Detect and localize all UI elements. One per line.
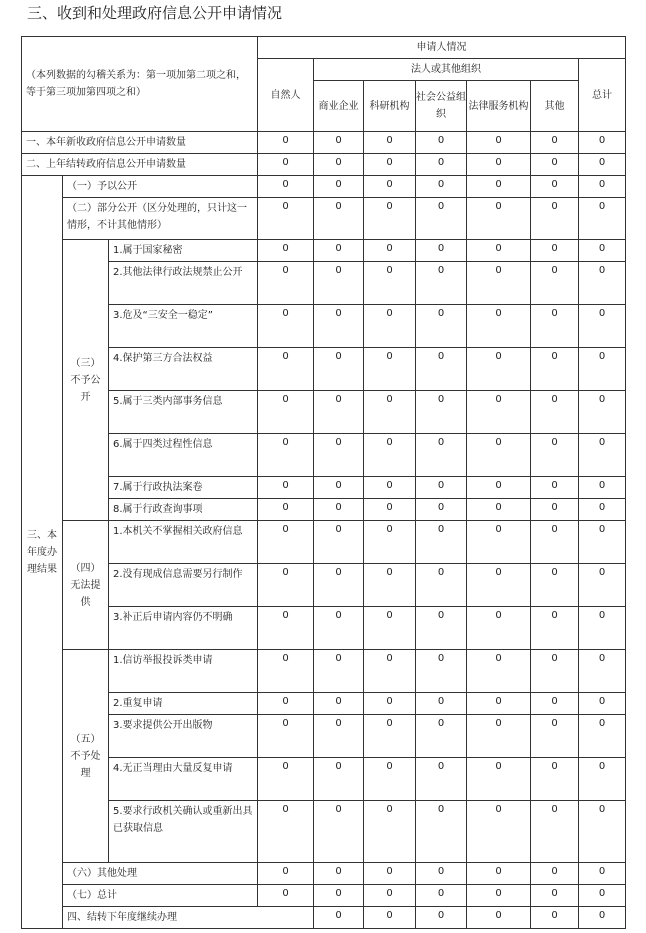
cell: 0	[364, 499, 416, 521]
cell: 0	[467, 564, 531, 607]
category-label-row3: 三、本年度办理结果	[22, 176, 63, 929]
cell: 0	[467, 305, 531, 348]
cell: 0	[364, 348, 416, 391]
cell: 0	[416, 262, 467, 305]
cell: 0	[258, 262, 314, 305]
row-label: 3.危及“三安全一稳定”	[109, 305, 258, 348]
cell: 0	[416, 477, 467, 499]
cell: 0	[531, 801, 579, 863]
cell: 0	[467, 607, 531, 650]
cell: 0	[416, 693, 467, 715]
cell: 0	[531, 305, 579, 348]
cell: 0	[314, 434, 364, 477]
row-label: 1.本机关不掌握相关政府信息	[109, 521, 258, 564]
cell: 0	[531, 521, 579, 564]
table-row	[22, 693, 626, 715]
cell: 0	[314, 650, 364, 693]
cell: 0	[579, 391, 626, 434]
cell: 0	[258, 650, 314, 693]
cell: 0	[364, 907, 416, 929]
cell: 0	[416, 907, 467, 929]
cell: 0	[531, 240, 579, 262]
cell: 0	[314, 198, 364, 240]
cell: 0	[364, 477, 416, 499]
cell: 0	[416, 132, 467, 154]
cell: 0	[579, 715, 626, 758]
cell: 0	[416, 607, 467, 650]
cell: 0	[258, 885, 314, 907]
table-row	[22, 240, 626, 262]
row-label: 2.重复申请	[109, 693, 258, 715]
cell: 0	[314, 348, 364, 391]
header-natural-person: 自然人	[258, 59, 314, 132]
cell: 0	[314, 758, 364, 801]
cell: 0	[258, 863, 314, 885]
cell: 0	[364, 650, 416, 693]
cell: 0	[416, 305, 467, 348]
cell: 0	[364, 154, 416, 176]
cell: 0	[579, 176, 626, 198]
cell: 0	[364, 758, 416, 801]
cell: 0	[467, 132, 531, 154]
row-label: 7.属于行政执法案卷	[109, 477, 258, 499]
cell: 0	[579, 348, 626, 391]
cell: 0	[364, 885, 416, 907]
table-row	[22, 132, 626, 154]
cell: 0	[579, 801, 626, 863]
cell: 0	[579, 650, 626, 693]
cell: 0	[314, 521, 364, 564]
cell: 0	[579, 240, 626, 262]
cell: 0	[416, 863, 467, 885]
cell: 0	[364, 521, 416, 564]
table-row	[22, 607, 626, 650]
cell: 0	[416, 198, 467, 240]
row-label: （六）其他处理	[63, 863, 258, 885]
cell: 0	[258, 305, 314, 348]
header-legal-service: 法律服务机构	[467, 81, 531, 132]
cell: 0	[364, 434, 416, 477]
cell: 0	[364, 198, 416, 240]
cell: 0	[416, 715, 467, 758]
cell: 0	[314, 885, 364, 907]
cell: 0	[579, 499, 626, 521]
cell: 0	[258, 499, 314, 521]
cell: 0	[314, 715, 364, 758]
table-row	[22, 391, 626, 434]
cell: 0	[579, 564, 626, 607]
cell: 0	[364, 801, 416, 863]
row-label: 5.要求行政机关确认或重新出具已获取信息	[109, 801, 258, 863]
table-row	[22, 863, 626, 885]
cell: 0	[579, 521, 626, 564]
cell: 0	[364, 240, 416, 262]
cell: 0	[579, 758, 626, 801]
table-row	[22, 348, 626, 391]
cell: 0	[364, 564, 416, 607]
page-title: 三、收到和处理政府信息公开申请情况	[27, 4, 283, 22]
cell: 0	[467, 262, 531, 305]
header-legal-org: 法人或其他组织	[314, 59, 579, 81]
cell: 0	[416, 499, 467, 521]
cell: 0	[531, 715, 579, 758]
table-row	[22, 564, 626, 607]
cell: 0	[467, 198, 531, 240]
cell: 0	[416, 154, 467, 176]
cell: 0	[579, 262, 626, 305]
header-public-welfare: 社会公益组织	[416, 81, 467, 132]
table-row	[22, 176, 626, 198]
cell: 0	[531, 154, 579, 176]
cell: 0	[531, 176, 579, 198]
cell: 0	[364, 863, 416, 885]
cell: 0	[467, 650, 531, 693]
cell: 0	[467, 499, 531, 521]
cell: 0	[258, 198, 314, 240]
cell: 0	[467, 176, 531, 198]
cell: 0	[314, 564, 364, 607]
cell: 0	[314, 693, 364, 715]
cell: 0	[531, 348, 579, 391]
row-label: 一、本年新收政府信息公开申请数量	[22, 132, 258, 154]
cell: 0	[467, 477, 531, 499]
cell: 0	[531, 564, 579, 607]
table-row	[22, 885, 626, 907]
cell: 0	[416, 885, 467, 907]
cell: 0	[467, 715, 531, 758]
cell: 0	[416, 758, 467, 801]
table-row	[22, 305, 626, 348]
table-row	[22, 758, 626, 801]
row-label: 6.属于四类过程性信息	[109, 434, 258, 477]
cell: 0	[416, 348, 467, 391]
cell: 0	[416, 801, 467, 863]
cell: 0	[467, 240, 531, 262]
cell: 0	[416, 650, 467, 693]
header-research: 科研机构	[364, 81, 416, 132]
cell: 0	[467, 693, 531, 715]
table-row	[22, 521, 626, 564]
group-label-g5: （五）不予处理	[63, 650, 109, 863]
info-disclosure-table	[21, 36, 626, 929]
table-row	[22, 434, 626, 477]
cell: 0	[416, 391, 467, 434]
cell: 0	[364, 132, 416, 154]
header-other: 其他	[531, 81, 579, 132]
cell: 0	[314, 305, 364, 348]
cell: 0	[258, 801, 314, 863]
cell: 0	[258, 176, 314, 198]
cell: 0	[531, 607, 579, 650]
cell: 0	[258, 564, 314, 607]
cell: 0	[258, 758, 314, 801]
cell: 0	[314, 863, 364, 885]
cell: 0	[579, 477, 626, 499]
row-label: 4.无正当理由大量反复申请	[109, 758, 258, 801]
row-label: 四、结转下年度继续办理	[63, 907, 314, 929]
table-row	[22, 650, 626, 693]
row-label: 5.属于三类内部事务信息	[109, 391, 258, 434]
row-label: 4.保护第三方合法权益	[109, 348, 258, 391]
cell: 0	[531, 499, 579, 521]
row-label: （二）部分公开（区分处理的，只计这一情形，不计其他情形）	[63, 198, 258, 240]
row-label: 3.补正后申请内容仍不明确	[109, 607, 258, 650]
cell: 0	[579, 154, 626, 176]
cell: 0	[531, 434, 579, 477]
cell: 0	[579, 305, 626, 348]
cell: 0	[258, 693, 314, 715]
row-label: 二、上年结转政府信息公开申请数量	[22, 154, 258, 176]
cell: 0	[258, 391, 314, 434]
row-label: 2.没有现成信息需要另行制作	[109, 564, 258, 607]
cell: 0	[467, 154, 531, 176]
cell: 0	[467, 907, 531, 929]
row-label: 1.信访举报投诉类申请	[109, 650, 258, 693]
cell: 0	[531, 885, 579, 907]
header-applicant: 申请人情况	[258, 37, 626, 59]
cell: 0	[314, 176, 364, 198]
cell: 0	[314, 477, 364, 499]
cell: 0	[314, 801, 364, 863]
cell: 0	[531, 693, 579, 715]
cell: 0	[416, 564, 467, 607]
cell: 0	[531, 262, 579, 305]
cell: 0	[467, 863, 531, 885]
cell: 0	[579, 863, 626, 885]
cell: 0	[579, 693, 626, 715]
cell: 0	[314, 907, 364, 929]
cell: 0	[364, 607, 416, 650]
table-note: （本列数据的勾稽关系为：第一项加第二项之和，等于第三项加第四项之和）	[22, 37, 258, 132]
cell: 0	[416, 521, 467, 564]
cell: 0	[531, 132, 579, 154]
cell: 0	[467, 348, 531, 391]
cell: 0	[531, 863, 579, 885]
cell: 0	[258, 477, 314, 499]
cell: 0	[579, 434, 626, 477]
cell: 0	[314, 262, 364, 305]
cell: 0	[314, 607, 364, 650]
row-label: 8.属于行政查询事项	[109, 499, 258, 521]
cell: 0	[579, 907, 626, 929]
cell: 0	[467, 434, 531, 477]
table-row	[22, 499, 626, 521]
cell: 0	[416, 434, 467, 477]
cell: 0	[416, 176, 467, 198]
group-label-g3: （三）不予公开	[63, 240, 109, 521]
cell: 0	[531, 907, 579, 929]
row-label: （七）总计	[63, 885, 258, 907]
table-row	[22, 262, 626, 305]
table-row	[22, 198, 626, 240]
cell: 0	[258, 154, 314, 176]
cell: 0	[531, 650, 579, 693]
cell: 0	[364, 176, 416, 198]
cell: 0	[531, 477, 579, 499]
table-row	[22, 801, 626, 863]
cell: 0	[364, 715, 416, 758]
cell: 0	[314, 154, 364, 176]
header-total: 总计	[579, 59, 626, 132]
cell: 0	[467, 885, 531, 907]
cell: 0	[531, 391, 579, 434]
cell: 0	[531, 758, 579, 801]
table-row	[22, 715, 626, 758]
table-row	[22, 477, 626, 499]
cell: 0	[314, 499, 364, 521]
cell: 0	[258, 607, 314, 650]
cell: 0	[531, 198, 579, 240]
cell: 0	[258, 715, 314, 758]
cell: 0	[579, 885, 626, 907]
cell: 0	[579, 132, 626, 154]
cell: 0	[258, 434, 314, 477]
row-label: 2.其他法律行政法规禁止公开	[109, 262, 258, 305]
cell: 0	[467, 521, 531, 564]
cell: 0	[314, 132, 364, 154]
cell: 0	[579, 198, 626, 240]
cell: 0	[364, 693, 416, 715]
group-label-g4: （四）无法提供	[63, 521, 109, 650]
cell: 0	[364, 305, 416, 348]
cell: 0	[258, 521, 314, 564]
cell: 0	[258, 348, 314, 391]
cell: 0	[258, 132, 314, 154]
cell: 0	[579, 607, 626, 650]
cell: 0	[467, 801, 531, 863]
row-label: 3.要求提供公开出版物	[109, 715, 258, 758]
table-row	[22, 154, 626, 176]
cell: 0	[314, 240, 364, 262]
cell: 0	[314, 391, 364, 434]
cell: 0	[467, 391, 531, 434]
header-commercial: 商业企业	[314, 81, 364, 132]
cell: 0	[467, 758, 531, 801]
cell: 0	[416, 240, 467, 262]
row-label: 1.属于国家秘密	[109, 240, 258, 262]
row-label: （一）予以公开	[63, 176, 258, 198]
cell: 0	[258, 240, 314, 262]
cell: 0	[364, 262, 416, 305]
table-row	[22, 907, 626, 929]
cell: 0	[364, 391, 416, 434]
